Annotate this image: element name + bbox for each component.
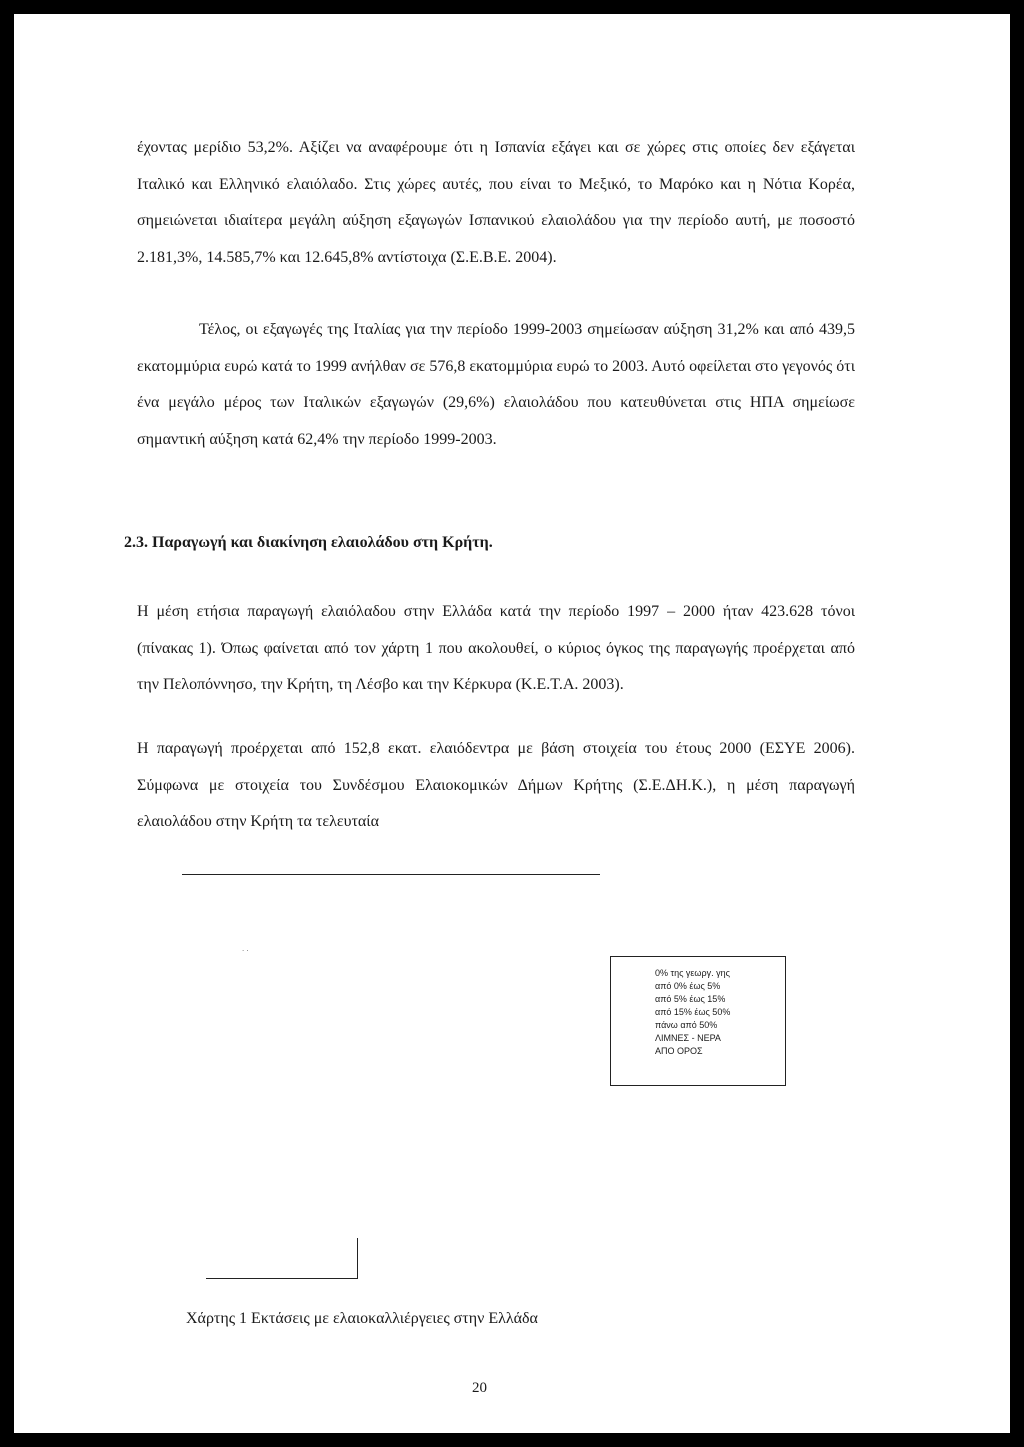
document-page xyxy=(14,14,1010,1433)
paragraph-spain-exports: έχοντας μερίδιο 53,2%. Αξίζει να αναφέρουμε ότι η Ισπανία εξάγει και σε χώρες στις οποίες δεν εξάγεται Ιταλικό και Ελληνικό ελαιόλαδο. Στις χώρες αυτές, που είναι το Μεξικό, το Μαρόκο και η Νότια Κορέα, σημειώνεται ιδιαίτερα μεγάλη αύξηση εξαγωγών Ισπανικού ελαιολάδου για την περίοδο αυτή, με ποσοστό 2.181,3%, 14.585,7% και 12.645,8% αντίστοιχα (Σ.Ε.Β.Ε. 2004). xyxy=(137,139,855,266)
map-baseline xyxy=(206,1278,358,1279)
paragraph-crete-production: Η παραγωγή προέρχεται από 152,8 εκατ. ελαιόδεντρα με βάση στοιχεία του έτους 2000 (ΕΣΥΕ 2006). Σύμφωνα με στοιχεία του Συνδέσμου Ελαιοκομικών Δήμων Κρήτης (Σ.Ε.ΔΗ.Κ.), η μέση παραγωγή ελαιολάδου στην Κρήτη τα τελευταία xyxy=(137,740,855,830)
section-heading: 2.3. Παραγωγή και διακίνηση ελαιολάδου στη Κρήτη. xyxy=(124,534,493,551)
legend-item: 0% της γεωργ. γης xyxy=(655,968,730,978)
map-edge xyxy=(357,1238,358,1279)
page-number: 20 xyxy=(472,1380,487,1396)
map-caption: Χάρτης 1 Εκτάσεις με ελαιοκαλλιέργειες στην Ελλάδα xyxy=(186,1310,538,1327)
legend-item: από 15% έως 50% xyxy=(655,1007,731,1017)
dots-artifact: . . xyxy=(242,944,249,953)
legend-item: ΑΠΟ ΟΡΟΣ xyxy=(655,1046,703,1056)
legend-item: ΛΙΜΝΕΣ - ΝΕΡΑ xyxy=(655,1033,721,1043)
section-divider xyxy=(182,874,600,875)
map-legend xyxy=(610,956,786,1086)
legend-item: πάνω από 50% xyxy=(655,1020,718,1030)
legend-item: από 5% έως 15% xyxy=(655,994,726,1004)
legend-item: από 0% έως 5% xyxy=(655,981,721,991)
paragraph-italy-exports: Τέλος, οι εξαγωγές της Ιταλίας για την περίοδο 1999-2003 σημείωσαν αύξηση 31,2% και από 439,5 εκατομμύρια ευρώ κατά το 1999 ανήλθαν σε 576,8 εκατομμύρια ευρώ το 2003. Αυτό οφείλεται στο γεγονός ότι ένα μεγάλο μέρος των Ιταλικών εξαγωγών (29,6%) ελαιολάδου που κατευθύνεται στις ΗΠΑ σημείωσε σημαντική αύξηση κατά 62,4% την περίοδο 1999-2003. xyxy=(137,321,855,448)
paragraph-greece-production: Η μέση ετήσια παραγωγή ελαιόλαδου στην Ελλάδα κατά την περίοδο 1997 – 2000 ήταν 423.628 τόνοι (πίνακας 1). Όπως φαίνεται από τον χάρτη 1 που ακολουθεί, ο κύριος όγκος της παραγωγής προέρχεται από την Πελοπόννησο, την Κρήτη, τη Λέσβο και την Κέρκυρα (Κ.Ε.Τ.Α. 2003). xyxy=(137,603,855,693)
